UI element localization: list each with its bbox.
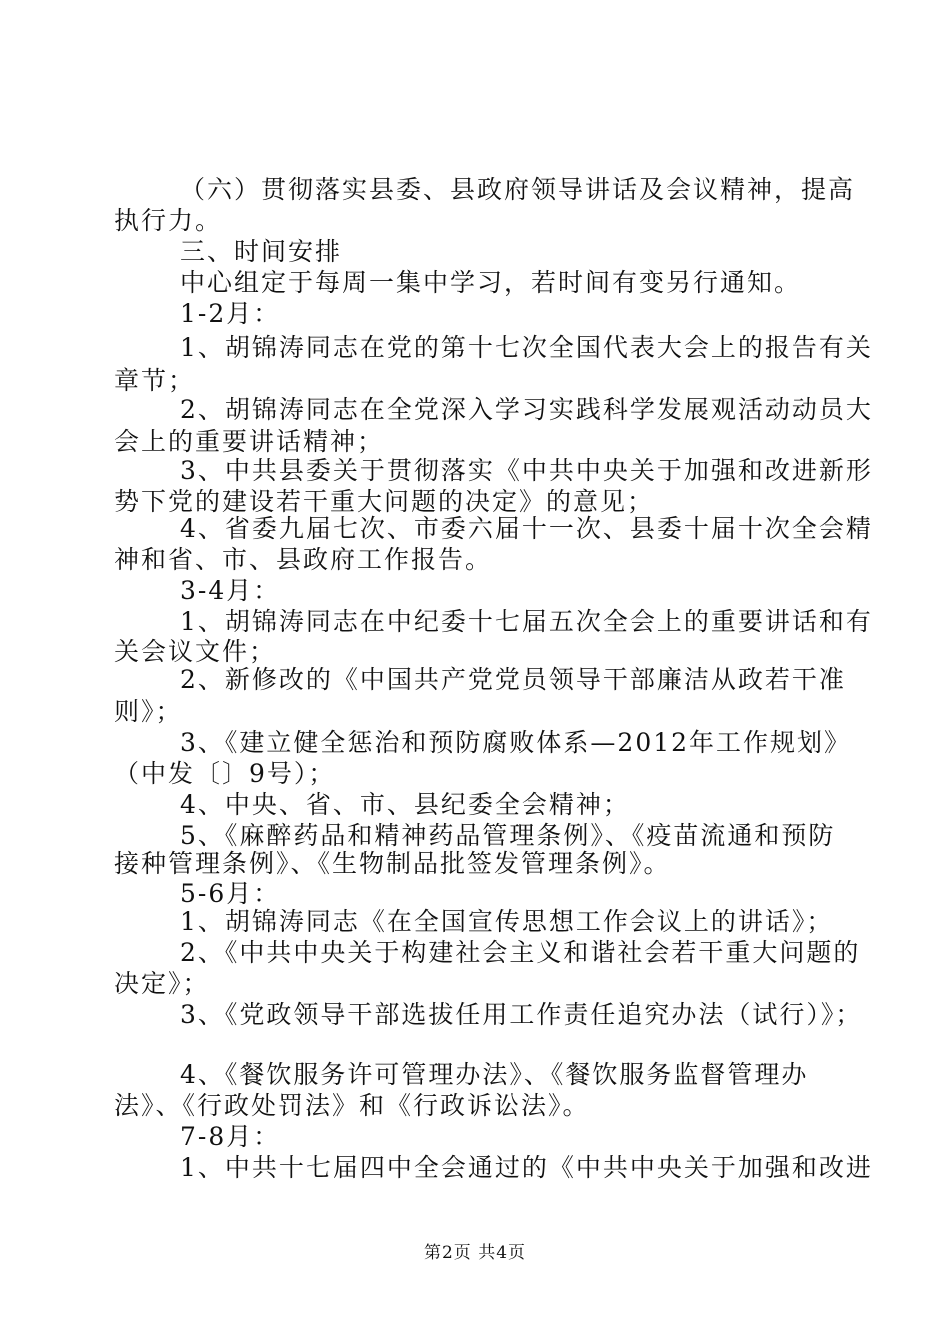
month-heading: 7-8月： — [180, 1122, 281, 1151]
text-line: 3、中共县委关于贯彻落实《中共中央关于加强和改进新形 — [180, 456, 873, 485]
page-number-footer: 第2页 共4页 — [423, 1243, 527, 1263]
text-line: 4、省委九届七次、市委六届十一次、县委十届十次全会精 — [180, 514, 873, 543]
text-line: （中发〔〕9号）； — [114, 759, 336, 788]
section-heading: 三、时间安排 — [180, 237, 343, 266]
text-line: 章节； — [114, 366, 196, 395]
text-line: 1、胡锦涛同志在中纪委十七届五次全会上的重要讲话和有 — [180, 607, 873, 636]
text-line: 中心组定于每周一集中学习，若时间有变另行通知。 — [180, 268, 802, 297]
text-line: 会上的重要讲话精神； — [114, 427, 385, 456]
text-line: 2、新修改的《中国共产党党员领导干部廉洁从政若干准 — [180, 665, 846, 694]
text-line: 决定》； — [114, 969, 210, 998]
text-line: 4、中央、省、市、县纪委全会精神； — [180, 790, 630, 819]
text-line: 1、胡锦涛同志《在全国宣传思想工作会议上的讲话》； — [180, 907, 834, 936]
text-line: 3、《建立健全惩治和预防腐败体系—2012年工作规划》 — [180, 728, 852, 757]
month-heading: 5-6月： — [180, 879, 281, 908]
text-line: 2、胡锦涛同志在全党深入学习实践科学发展观活动动员大 — [180, 395, 873, 424]
month-heading: 1-2月： — [180, 299, 281, 328]
text-line: 势下党的建设若干重大问题的决定》的意见； — [114, 487, 655, 516]
text-line: 执行力。 — [114, 206, 223, 235]
text-line: 关会议文件； — [114, 637, 277, 666]
text-line: 接种管理条例》、《生物制品批签发管理条例》。 — [114, 849, 671, 878]
text-line: 则》； — [114, 697, 183, 726]
text-line: 3、《党政领导干部选拔任用工作责任追究办法（试行）》； — [180, 1000, 863, 1029]
text-line: 5、《麻醉药品和精神药品管理条例》、《疫苗流通和预防 — [180, 821, 836, 850]
text-line: 2、《中共中央关于构建社会主义和谐社会若干重大问题的 — [180, 938, 861, 967]
text-line: （六）贯彻落实县委、县政府领导讲话及会议精神，提高 — [180, 175, 856, 204]
text-line: 法》、《行政处罚法》和《行政诉讼法》。 — [114, 1091, 590, 1120]
text-line: 神和省、市、县政府工作报告。 — [114, 545, 493, 574]
text-line: 1、中共十七届四中全会通过的《中共中央关于加强和改进 — [180, 1153, 873, 1182]
text-line: 1、胡锦涛同志在党的第十七次全国代表大会上的报告有关 — [180, 333, 873, 362]
month-heading: 3-4月： — [180, 576, 281, 605]
text-line: 4、《餐饮服务许可管理办法》、《餐饮服务监督管理办 — [180, 1060, 809, 1089]
